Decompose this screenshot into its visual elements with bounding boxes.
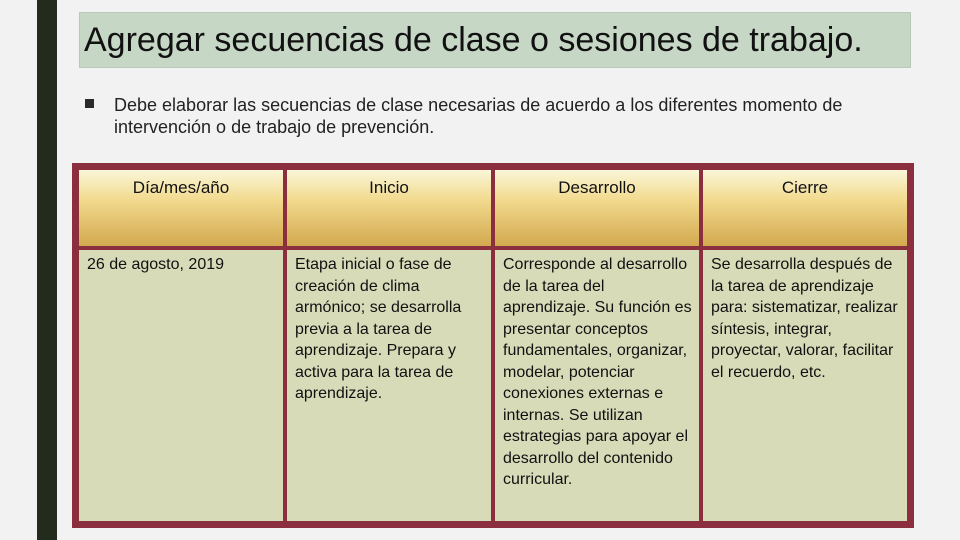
title-box [79, 12, 911, 68]
table-header-row [79, 170, 907, 246]
header-date: Día/mes/año [79, 170, 283, 246]
table-row [79, 250, 907, 521]
header-inicio: Inicio [287, 170, 491, 246]
cell-desarrollo: Corresponde al desarrollo de la tarea del aprendizaje. Su función es presentar conceptos fundamentales, organizar, modelar, potenciar conexiones externas e internas. Se utilizan estrategias para apoyar el desarrollo del contenido curricular. [495, 250, 699, 521]
sessions-table [72, 163, 914, 528]
slide-title: Agregar secuencias de clase o sesiones de trabajo. [84, 21, 863, 59]
header-desarrollo: Desarrollo [495, 170, 699, 246]
bullet-text: Debe elaborar las secuencias de clase necesarias de acuerdo a los diferentes momento de intervención o de trabajo de prevención. [114, 95, 843, 137]
header-cierre: Cierre [703, 170, 907, 246]
table [75, 166, 911, 525]
left-decorative-bar [37, 0, 57, 540]
square-bullet-icon [85, 99, 94, 108]
cell-inicio: Etapa inicial o fase de creación de clima armónico; se desarrolla previa a la tarea de aprendizaje. Prepara y activa para la tarea de aprendizaje. [287, 250, 491, 521]
cell-date: 26 de agosto, 2019 [79, 250, 283, 521]
cell-cierre: Se desarrolla después de la tarea de aprendizaje para: sistematizar, realizar síntesis, integrar, proyectar, valorar, facilitar el recuerdo, etc. [703, 250, 907, 521]
